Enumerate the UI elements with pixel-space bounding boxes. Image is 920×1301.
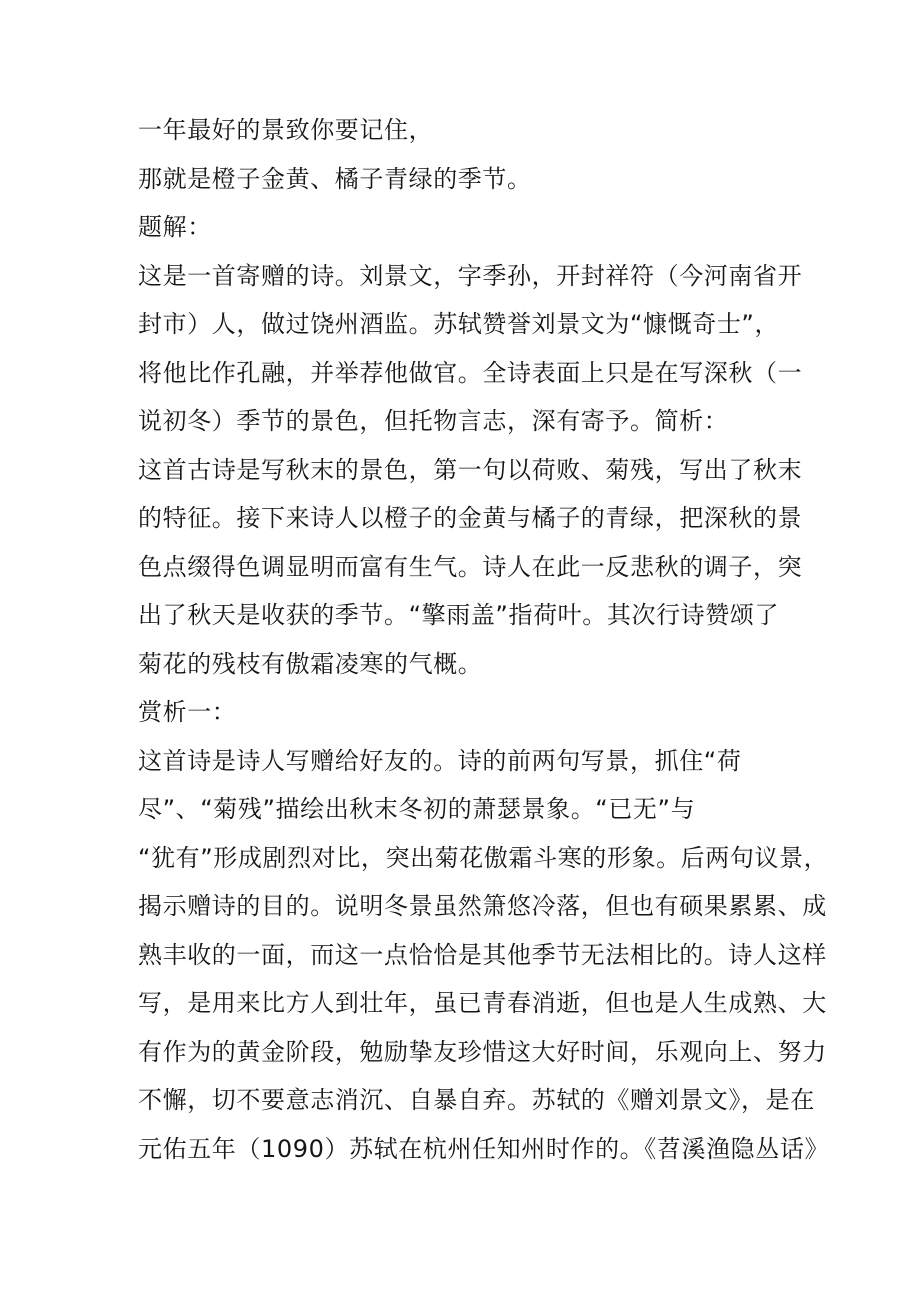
text-line: 不懈，切不要意志消沉、自暴自弃。苏轼的《赠刘景文》，是在 bbox=[138, 1086, 815, 1114]
text-line: 写，是用来比方人到壮年，虽已青春消逝，但也是人生成熟、大 bbox=[138, 989, 827, 1017]
text-line: 元佑五年（1090）苏轼在杭州任知州时作的。《苕溪渔隐丛话》 bbox=[138, 1134, 830, 1163]
text-line: 菊花的残枝有傲霜凌寒的气概。 bbox=[138, 649, 483, 678]
text-line: 说初冬）季节的景色，但托物言志，深有寄予。简析： bbox=[138, 407, 729, 435]
text-line: “犹有”形成剧烈对比，突出菊花傲霜斗寒的形象。后两句议景， bbox=[138, 843, 829, 872]
text-line: 将他比作孔融，并举荐他做官。全诗表面上只是在写深秋（一 bbox=[138, 358, 803, 387]
text-line: 这首古诗是写秋末的景色，第一句以荷败、菊残，写出了秋末 bbox=[138, 455, 803, 484]
text-line: 色点缀得色调显明而富有生气。诗人在此一反悲秋的调子，突 bbox=[138, 552, 803, 581]
body-text bbox=[138, 106, 830, 1173]
text-line: 一年最好的景致你要记住， bbox=[138, 116, 434, 144]
text-line: 那就是橙子金黄、橘子青绿的季节。 bbox=[138, 164, 532, 193]
text-line: 出了秋天是收获的季节。“擎雨盖”指荷叶。其次行诗赞颂了 bbox=[138, 601, 780, 629]
section-heading-tijie: 题解： bbox=[138, 213, 212, 241]
text-line: 这首诗是诗人写赠给好友的。诗的前两句写景，抓住“荷 bbox=[138, 746, 742, 775]
section-heading-shangxi: 赏析一： bbox=[138, 698, 237, 726]
text-line: 这是一首寄赠的诗。刘景文，字季孙，开封祥符（今河南省开 bbox=[138, 261, 803, 290]
text-line: 封市）人，做过饶州酒监。苏轼赞誉刘景文为“慷慨奇士”， bbox=[138, 310, 780, 338]
text-line: 尽”、“菊残”描绘出秋末冬初的萧瑟景象。“已无”与 bbox=[138, 795, 696, 823]
text-line: 揭示赠诗的目的。说明冬景虽然箫悠冷落，但也有硕果累累、成 bbox=[138, 892, 827, 920]
text-line: 的特征。接下来诗人以橙子的金黄与橘子的青绿，把深秋的景 bbox=[138, 504, 803, 532]
text-line: 熟丰收的一面，而这一点恰恰是其他季节无法相比的。诗人这样 bbox=[138, 940, 827, 969]
text-line: 有作为的黄金阶段，勉励挚友珍惜这大好时间，乐观向上、努力 bbox=[138, 1037, 827, 1066]
